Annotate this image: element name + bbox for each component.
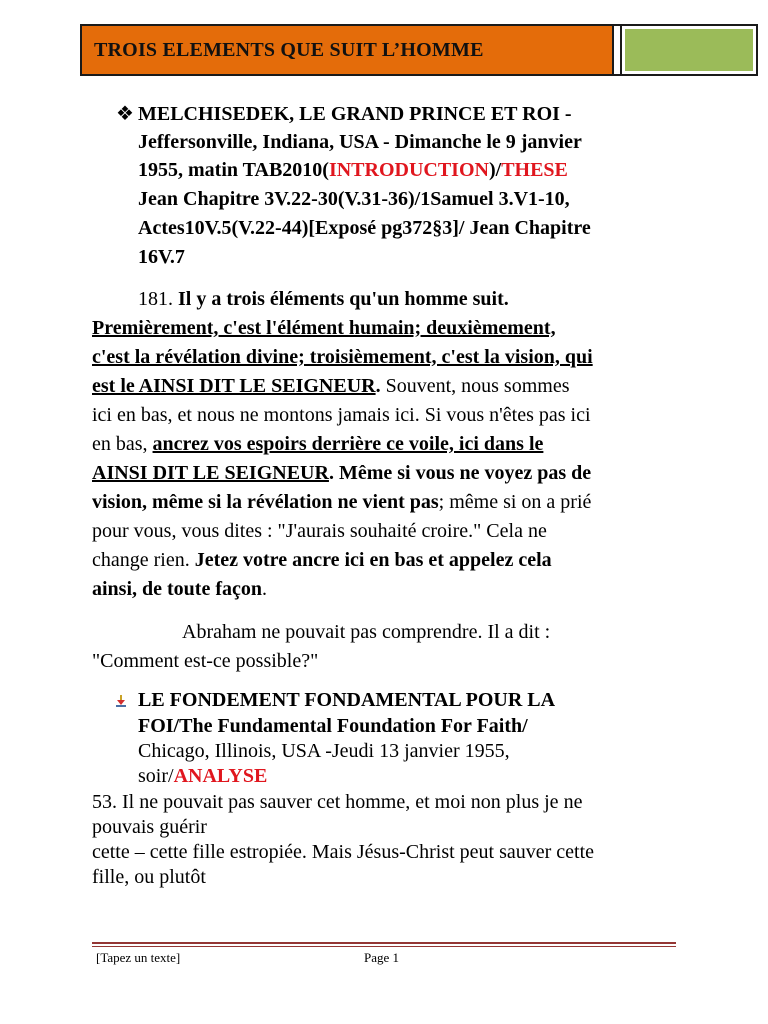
para181-line-7 xyxy=(92,459,591,488)
introduction-label: INTRODUCTION xyxy=(328,159,489,181)
para181-line-6-bold: ancrez vos espoirs derrière ce voile, ici dans le xyxy=(152,433,544,455)
para181-line-11 xyxy=(92,575,267,604)
para181-number: 181. xyxy=(138,288,178,310)
section1-line-3-before: 1955, matin TAB2010( xyxy=(138,159,329,181)
para181-line-4-bold: est le AINSI DIT LE SEIGNEUR xyxy=(92,375,376,397)
section1-line-3 xyxy=(138,156,568,185)
para181-line-8-rest: ; même si on a prié xyxy=(438,491,592,513)
para53-line-3: cette – cette fille estropiée. Mais Jésus-Christ peut sauver cette xyxy=(92,841,595,863)
para181-line-9: pour vous, vous dites : "J'aurais souhaité croire." Cela ne xyxy=(92,520,547,542)
para53-line-4: fille, ou plutôt xyxy=(92,866,206,888)
para181-line-11-bold: ainsi, de toute façon xyxy=(92,578,262,600)
footer-rule-thick xyxy=(92,942,676,944)
para181-line-7-underlined: AINSI DIT LE SEIGNEUR xyxy=(92,462,329,484)
section1-line-1: MELCHISEDEK, LE GRAND PRINCE ET ROI - xyxy=(138,103,572,125)
these-label: THESE xyxy=(501,159,568,181)
para181-line-4 xyxy=(92,372,570,401)
section2-line-4 xyxy=(138,762,267,791)
arrow-bullet-icon xyxy=(114,694,128,708)
section2-line-4-plain: soir/ xyxy=(138,765,174,787)
para181-line-3: c'est la révélation divine; troisièmement, c'est la vision, qui xyxy=(92,346,593,368)
section1-line-3-mid: )/ xyxy=(488,159,502,181)
abraham-line-1: Abraham ne pouvait pas comprendre. Il a dit : xyxy=(182,621,551,643)
section2-line-2: FOI/The Fundamental Foundation For Faith/ xyxy=(138,715,528,737)
section1-line-6: 16V.7 xyxy=(138,246,185,268)
analyse-label: ANALYSE xyxy=(173,765,268,787)
section1-line-5: Actes10V.5(V.22-44)[Exposé pg372§3]/ Jean Chapitre xyxy=(138,217,591,239)
title-banner-divider xyxy=(614,26,622,74)
para181-line-6 xyxy=(92,430,543,459)
para181-line-8 xyxy=(92,488,591,517)
para181-line-6-plain: en bas, xyxy=(92,433,153,455)
page-title: TROIS ELEMENTS QUE SUIT L’HOMME xyxy=(94,38,484,61)
para53-line-2: pouvais guérir xyxy=(92,816,207,838)
para181-line-4-rest: Souvent, nous sommes xyxy=(380,375,570,397)
title-banner-green xyxy=(625,29,753,71)
section1-line-2: Jeffersonville, Indiana, USA - Dimanche le 9 janvier xyxy=(138,131,582,153)
title-banner-orange xyxy=(82,26,614,74)
para181-line-10-bold: Jetez votre ancre ici en bas et appelez cela xyxy=(194,549,552,571)
title-banner xyxy=(80,24,758,76)
para181-line-1-bold: Il y a trois éléments qu'un homme suit. xyxy=(178,288,509,310)
footer-placeholder[interactable]: [Tapez un texte] xyxy=(96,950,181,965)
footer-page-number: Page 1 xyxy=(364,950,400,965)
para181-line-7-bold: . Même si vous ne voyez pas de xyxy=(328,462,592,484)
para53-line-1: 53. Il ne pouvait pas sauver cet homme, et moi non plus je ne xyxy=(92,791,583,813)
para181-line-11-dot: . xyxy=(262,578,267,600)
para181-line-8-bold: vision, même si la révélation ne vient pas xyxy=(92,491,439,513)
abraham-line-2: "Comment est-ce possible?" xyxy=(92,650,319,672)
section2-line-3: Chicago, Illinois, USA -Jeudi 13 janvier 1955, xyxy=(138,740,510,762)
para181-line-4-dot: . xyxy=(375,375,381,397)
section1-line-4: Jean Chapitre 3V.22-30(V.31-36)/1Samuel 3.V1-10, xyxy=(138,188,570,210)
diamond-bullet-icon: ❖ xyxy=(116,103,134,125)
para181-line-10-plain: change rien. xyxy=(92,549,195,571)
para181-line-5: ici en bas, et nous ne montons jamais ici. Si vous n'êtes pas ici xyxy=(92,404,591,426)
para181-line-10 xyxy=(92,546,552,575)
footer-rule-thin xyxy=(92,946,676,947)
section2-line-1: LE FONDEMENT FONDAMENTAL POUR LA xyxy=(138,689,556,711)
para181-line-2: Premièrement, c'est l'élément humain; deuxièmement, xyxy=(92,317,556,339)
para181-line-1 xyxy=(138,285,509,314)
